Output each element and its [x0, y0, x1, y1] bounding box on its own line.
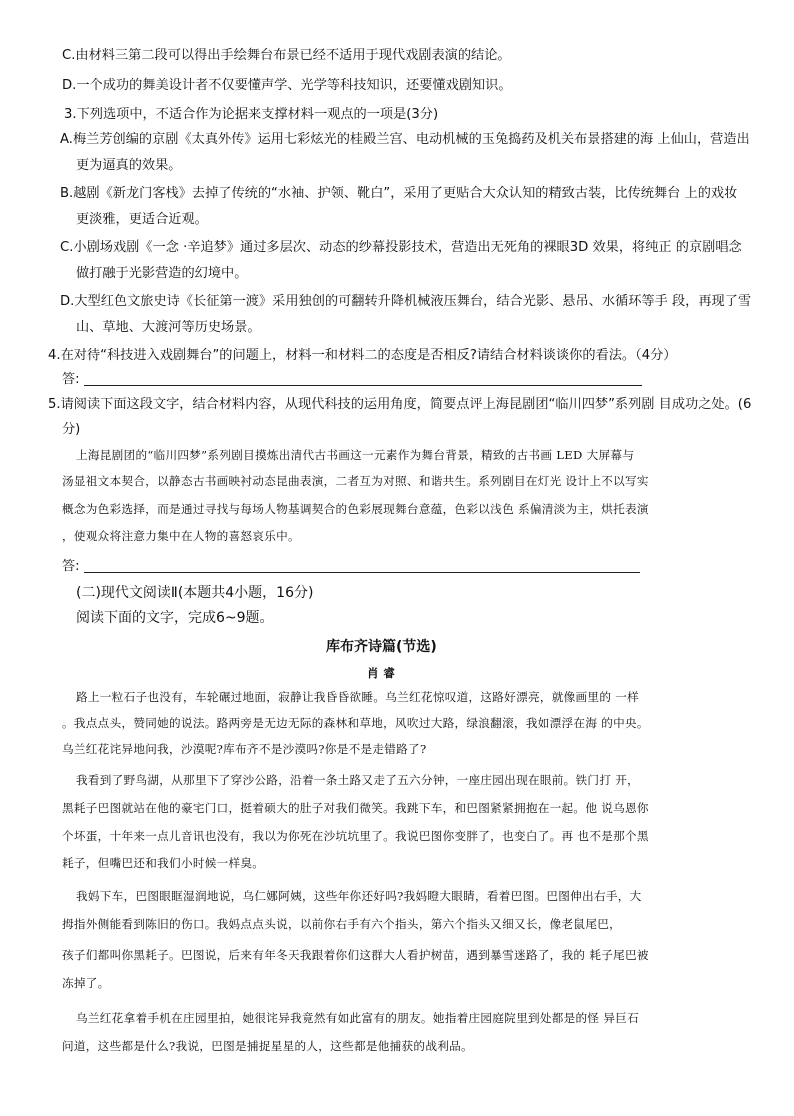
q3-option-a-cont: 更为逼真的效果。	[76, 158, 182, 173]
story-p4-line-1: 乌兰红花拿着手机在庄园里拍，她很诧异我竟然有如此富有的朋友。她指着庄园庭院里到处都是的怪 异巨石	[76, 1011, 639, 1025]
story-p1-line-1: 路上一粒石子也没有，车轮碾过地面，寂静让我昏昏欲睡。乌兰红花惊叹道，这路好漂亮，就像画里的 一样	[76, 690, 639, 704]
q5-answer-blank[interactable]	[84, 558, 640, 573]
q3-option-c-cont: 做打融于光影营造的幻境中。	[76, 266, 248, 281]
article-author: 肖 睿	[367, 666, 396, 680]
q3-option-b-cont: 更淡雅，更适合近观。	[76, 212, 208, 227]
q5-answer-label: 答:	[62, 559, 80, 574]
q2-option-c: C.由材料三第二段可以得出手绘舞台布景已经不适用于现代戏剧表演的结论。	[62, 48, 511, 63]
q5-passage-line-4: ，使观众将注意力集中在人物的喜怒哀乐中。	[62, 529, 300, 543]
q4-answer-blank[interactable]	[84, 371, 642, 386]
story-p2-line-1: 我看到了野鸟湖，从那里下了穿沙公路，沿着一条土路又走了五六分钟，一座庄园出现在眼前。铁门打 开，	[76, 773, 639, 787]
q5-passage-line-2: 汤显祖文本契合，以静态古书画映衬动态昆曲表演，二者互为对照、和谐共生。系列剧目在灯光 设计上不以写实	[62, 474, 649, 488]
q3-stem: 3.下列选项中，不适合作为论据来支撑材料一观点的一项是(3分)	[64, 107, 439, 122]
q3-option-a: A.梅兰芳创编的京剧《太真外传》运用七彩炫光的桂殿兰宫、电动机械的玉兔捣药及机关布景搭建的海 上仙山，营造出	[60, 132, 750, 147]
story-p3-line-2: 拇指外侧能看到陈旧的伤口。我妈点点头说，以前你右手有六个指头，第六个指头又细又长，像老鼠尾巴，	[62, 917, 622, 931]
q5-answer-line[interactable]	[62, 558, 640, 576]
q4-answer-line[interactable]	[62, 371, 642, 389]
section-heading: (二)现代文阅读Ⅱ(本题共4小题，16分)	[76, 585, 314, 601]
q5-passage-line-1: 上海昆剧团的“临川四梦”系列剧目摸炼出清代古书画这一元素作为舞台背景，精致的古书画 LED 大屏幕与	[76, 448, 635, 462]
story-p2-line-3: 个坏蛋，十年来一点儿音讯也没有，我以为你死在沙坑坑里了。我说巴图你变胖了，也变白了。再 也不是那个黑	[62, 829, 649, 843]
q3-option-d-cont: 山、草地、大渡河等历史场景。	[76, 320, 261, 335]
q3-option-b: B.越剧《新龙门客栈》去掉了传统的“水袖、护领、靴白”，采用了更贴合大众认知的精致古装，比传统舞台 上的戏妆	[60, 186, 738, 201]
story-p1-line-3: 乌兰红花诧异地问我，沙漠呢?库布齐不是沙漠吗?你是不是走错路了?	[62, 742, 427, 756]
story-p3-line-4: 冻掉了。	[62, 976, 110, 990]
q3-option-c: C.小剧场戏剧《一念 ·辛追梦》通过多层次、动态的纱幕投影技术，营造出无死角的裸眼3D 效果，将纯正 的京剧唱念	[60, 240, 742, 255]
article-title: 库布齐诗篇(节选)	[326, 639, 437, 655]
q5-stem-cont: 分)	[62, 422, 81, 437]
story-p1-line-2: 。我点点头，赞同她的说法。路两旁是无边无际的森林和草地，风吹过大路，绿浪翻滚，我如漂浮在海 的中央。	[62, 716, 649, 730]
q4-stem: 4.在对待“科技进入戏剧舞台”的问题上，材料一和材料二的态度是否相反?请结合材料谈谈你的看法。（4分）	[48, 348, 677, 363]
q4-answer-label: 答:	[62, 372, 80, 387]
q3-option-d: D.大型红色文旅史诗《长征第一渡》采用独创的可翻转升降机械液压舞台，结合光影、悬吊、水循环等手 段，再现了雪	[60, 294, 752, 309]
section-instruction: 阅读下面的文字，完成6~9题。	[76, 610, 274, 626]
story-p2-line-2: 黑耗子巴图就站在他的豪宅门口，挺着硕大的肚子对我们微笑。我跳下车，和巴图紧紧拥抱在一起。他 说乌恩你	[62, 801, 649, 815]
q5-stem: 5.请阅读下面这段文字，结合材料内容，从现代科技的运用角度，简要点评上海昆剧团“临川四梦”系列剧 目成功之处。(6	[48, 397, 752, 412]
q2-option-d: D.一个成功的舞美设计者不仅要懂声学、光学等科技知识，还要懂戏剧知识。	[62, 78, 512, 93]
story-p4-line-2: 问道，这些都是什么?我说，巴图是捕捉星星的人，这些都是他捕获的战利品。	[62, 1039, 473, 1053]
story-p2-line-4: 耗子，但嘴巴还和我们小时候一样臭。	[62, 856, 265, 870]
q5-passage-line-3: 概念为色彩选择，而是通过寻找与每场人物基调契合的色彩展现舞台意蕴，色彩以浅色 系偏清淡为主，烘托表演	[62, 502, 649, 516]
story-p3-line-1: 我妈下车，巴图眼眶湿润地说，乌仁娜阿姨，这些年你还好吗?我妈瞪大眼睛，看着巴图。巴图伸出右手，大	[76, 889, 642, 903]
story-p3-line-3: 孩子们都叫你黑耗子。巴图说，后来有年冬天我跟着你们这群大人看护树苗，遇到暴雪迷路了，我的 耗子尾巴被	[62, 948, 649, 962]
